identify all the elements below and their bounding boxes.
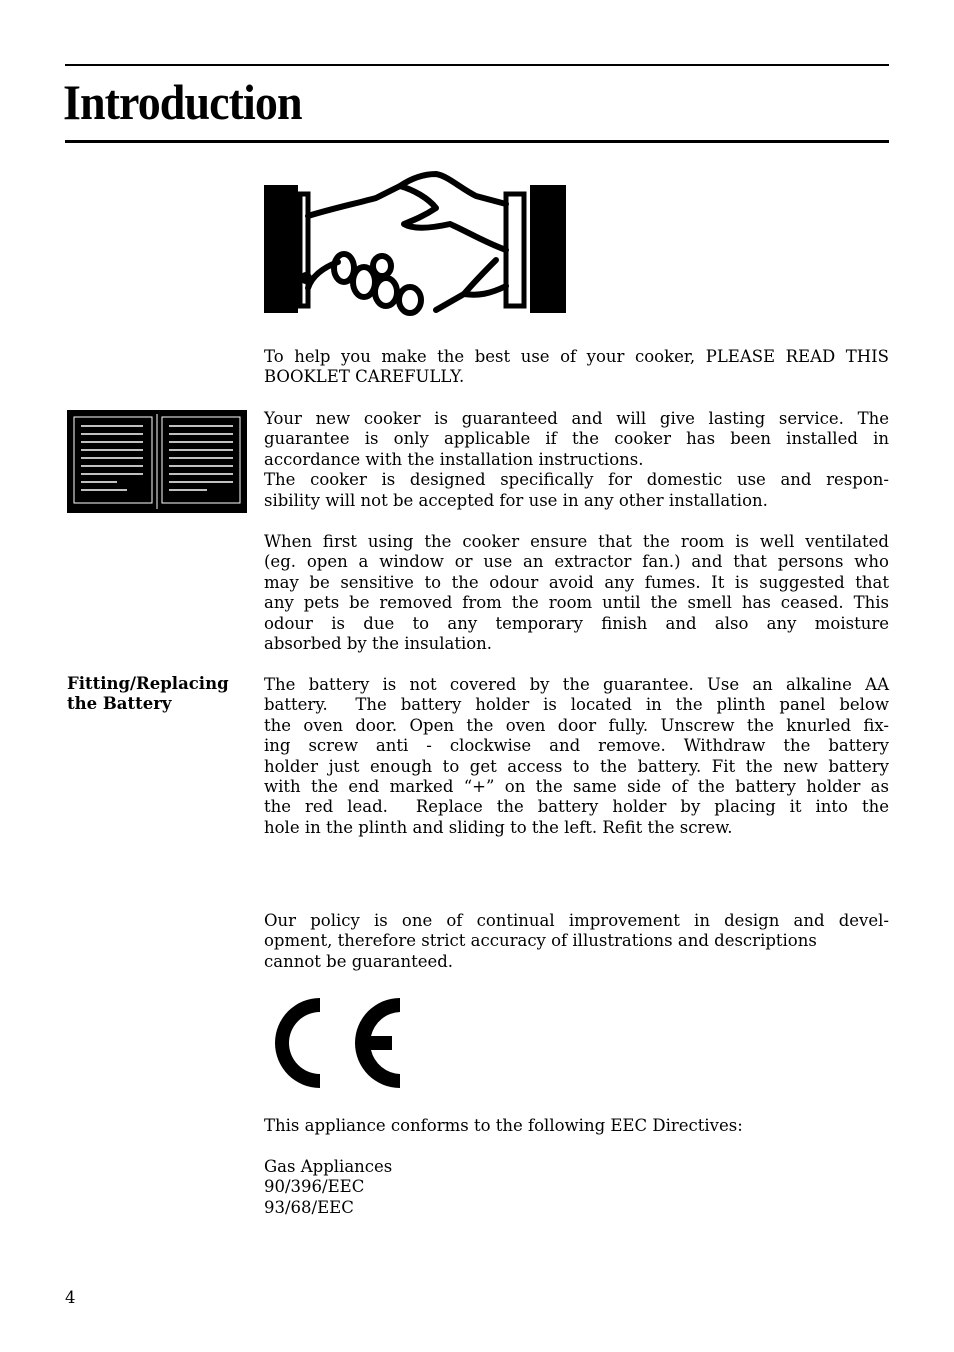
text-line: holder just enough to get access to the battery. Fit the new battery <box>264 756 889 776</box>
directives-section <box>264 1116 889 1218</box>
directives-intro: This appliance conforms to the following EEC Directives: <box>264 1116 743 1135</box>
text-line: any pets be removed from the room until the smell has ceased. This <box>264 593 889 613</box>
text-line: opment, therefore strict accuracy of illustrations and descriptions <box>264 931 817 951</box>
text-line: accordance with the installation instructions. <box>264 449 644 469</box>
text-line: To help you make the best use of your cooker, PLEASE READ THIS <box>264 347 889 366</box>
text-line: may be sensitive to the odour avoid any fumes. It is suggested that <box>264 572 889 592</box>
text-line: BOOKLET CAREFULLY. <box>264 367 465 387</box>
heading-line: Fitting/Replacing <box>67 674 229 693</box>
booklet-icon <box>67 410 247 513</box>
directive-category: Gas Appliances <box>264 1156 393 1176</box>
text-line: cannot be guaranteed. <box>264 951 454 971</box>
ce-mark-icon <box>264 996 400 1090</box>
text-line: Our policy is one of continual improvement in design and devel- <box>264 911 889 930</box>
policy-paragraph <box>264 911 889 972</box>
text-line: When first using the cooker ensure that the room is well ventilated <box>264 532 889 551</box>
text-line: guarantee is only applicable if the cooker has been installed in <box>264 429 889 449</box>
battery-section-heading <box>67 674 252 715</box>
directive-item: 93/68/EEC <box>264 1197 354 1217</box>
text-line: absorbed by the insulation. <box>264 634 493 654</box>
text-line: the red lead. Replace the battery holder by placing it into the <box>264 797 889 817</box>
directive-item: 90/396/EEC <box>264 1177 365 1197</box>
first-use-paragraph <box>264 532 889 654</box>
text-line: the oven door. Open the oven door fully. Unscrew the knurled fix- <box>264 715 889 735</box>
guarantee-paragraph <box>264 409 889 511</box>
intro-paragraph <box>264 347 889 388</box>
title-underline-rule <box>65 140 889 143</box>
text-line: hole in the plinth and sliding to the left. Refit the screw. <box>264 817 733 837</box>
text-line: (eg. open a window or use an extractor fan.) and that persons who <box>264 552 889 572</box>
text-line: odour is due to any temporary finish and also any moisture <box>264 613 889 633</box>
text-line: The cooker is designed specifically for domestic use and respon- <box>264 470 889 490</box>
page-number: 4 <box>65 1288 76 1307</box>
top-rule <box>65 64 889 66</box>
battery-paragraph <box>264 675 889 838</box>
text-line: Your new cooker is guaranteed and will give lasting service. The <box>264 409 889 428</box>
text-line: battery. The battery holder is located in the plinth panel below <box>264 695 889 715</box>
handshake-icon <box>264 168 566 324</box>
text-line: ing screw anti - clockwise and remove. Withdraw the battery <box>264 736 889 756</box>
page-title: Introduction <box>63 74 302 130</box>
text-line: sibility will not be accepted for use in any other installation. <box>264 490 768 510</box>
text-line: with the end marked “+” on the same side of the battery holder as <box>264 777 889 797</box>
heading-line: the Battery <box>67 694 172 714</box>
text-line: The battery is not covered by the guarantee. Use an alkaline AA <box>264 675 889 694</box>
